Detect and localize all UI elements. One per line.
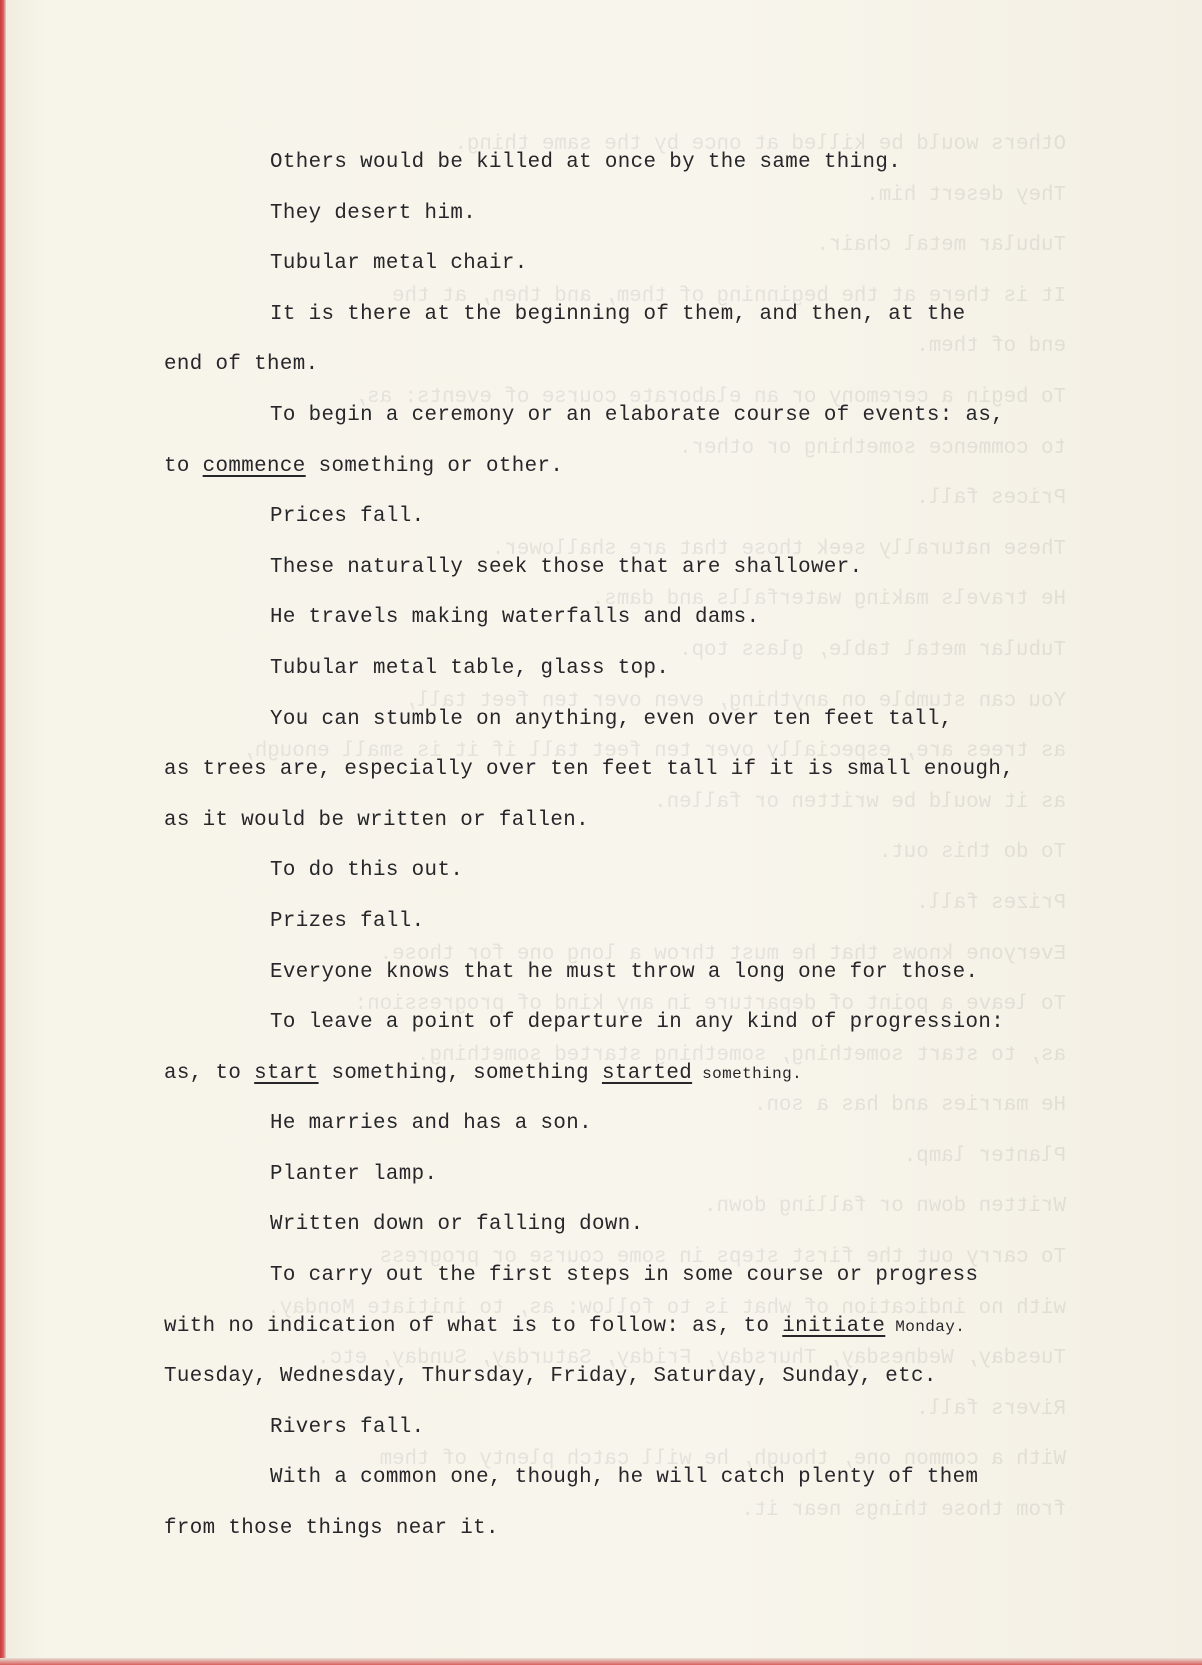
text-fragment: Written down or falling down. xyxy=(270,1213,644,1237)
text-fragment: Planter lamp. xyxy=(270,1162,438,1186)
text-fragment: with no indication of what is to follow: as, to xyxy=(164,1314,783,1338)
underlined-word: start xyxy=(254,1061,319,1085)
typed-text-block xyxy=(164,138,1154,1555)
text-fragment: Tuesday, Wednesday, Thursday, Friday, Saturday, Sunday, etc. xyxy=(164,1365,937,1389)
text-fragment: Tubular metal table, glass top. xyxy=(270,656,670,680)
underlined-word: started xyxy=(601,1061,693,1085)
text-line xyxy=(164,1403,1154,1454)
text-fragment: These naturally seek those that are shallower. xyxy=(270,555,863,579)
underlined-word: initiate xyxy=(782,1314,886,1338)
book-spine-edge xyxy=(0,0,6,1665)
text-fragment: Prizes fall. xyxy=(270,909,425,933)
text-line xyxy=(164,593,1154,644)
text-fragment: Prices fall. xyxy=(270,505,425,529)
page-bottom-edge xyxy=(0,1658,1202,1665)
text-fragment: Others would be killed at once by the same thing. xyxy=(270,151,902,174)
text-fragment: end of them. xyxy=(164,353,319,377)
text-fragment: To carry out the first steps in some course or progress xyxy=(270,1264,979,1288)
text-fragment: as it would be written or fallen. xyxy=(164,808,590,832)
text-line xyxy=(164,543,1154,594)
text-fragment: something or other. xyxy=(305,454,564,478)
text-line xyxy=(164,897,1154,948)
text-line xyxy=(164,189,1154,240)
text-fragment: something. xyxy=(692,1064,803,1083)
text-fragment: To begin a ceremony or an elaborate course of events: as, xyxy=(270,403,1005,427)
text-line xyxy=(164,695,1154,746)
text-line xyxy=(164,1504,1154,1555)
text-line xyxy=(164,998,1154,1049)
text-fragment: It is there at the beginning of them, and then, at the xyxy=(270,302,966,326)
underlined-word: commence xyxy=(202,454,306,478)
text-fragment: You can stumble on anything, even over ten feet tall, xyxy=(270,707,953,731)
text-line xyxy=(164,1049,1154,1100)
text-line xyxy=(164,1251,1154,1302)
text-line xyxy=(164,1302,1154,1353)
text-line xyxy=(164,1352,1154,1403)
text-line xyxy=(164,492,1154,543)
text-fragment: He travels making waterfalls and dams. xyxy=(270,606,760,630)
text-line xyxy=(164,948,1154,999)
text-fragment: With a common one, though, he will catch plenty of them xyxy=(270,1466,979,1490)
text-line xyxy=(164,239,1154,290)
reverse-side-show-through: Others would be killed at once by the same thing. They desert him. Tubular metal chair. It is there at the beginning of them, and then, at the end of them. To begin a ceremony or an elaborate course of events: as, to commence something or other. Prices fall. These naturally seek those that are shallower. He travels making waterfalls and dams. Tubular metal table, glass top. You can stumble on anything, even over ten feet tall, as trees are, especially over ten feet tall if it is small enough, as it would be written or fallen. To do this out. Prizes fall. Everyone knows that he must throw a long one for those. To leave a point of departure in any kind of progression: as, to start something, something started something. He marries and has a son. Planter lamp. Written down or falling down. To carry out the first steps in some course or progress with no indication of what is to follow: as, to initiate Monday. Tuesday, Wednesday, Thursday, Friday, Saturday, Sunday, etc. Rivers fall. With a common one, though, he will catch plenty of them from those things near it. xyxy=(242,133,1066,1523)
text-line xyxy=(164,1150,1154,1201)
text-line xyxy=(164,1099,1154,1150)
text-line xyxy=(164,745,1154,796)
text-fragment: Rivers fall. xyxy=(270,1415,425,1439)
text-line xyxy=(164,391,1154,442)
text-fragment: He marries and has a son. xyxy=(270,1112,593,1136)
text-line xyxy=(164,846,1154,897)
text-fragment: Monday. xyxy=(885,1317,966,1336)
text-line xyxy=(164,442,1154,493)
text-fragment: as, to xyxy=(164,1061,255,1085)
text-fragment: to xyxy=(164,454,203,478)
text-line xyxy=(164,290,1154,341)
text-line xyxy=(164,1200,1154,1251)
text-fragment: Everyone knows that he must throw a long one for those. xyxy=(270,960,979,984)
text-line xyxy=(164,796,1154,847)
text-fragment: They desert him. xyxy=(270,201,477,225)
text-line xyxy=(164,340,1154,391)
text-fragment: To do this out. xyxy=(270,859,464,883)
text-fragment: as trees are, especially over ten feet tall if it is small enough, xyxy=(164,758,1015,782)
text-fragment: something, something xyxy=(318,1061,602,1085)
text-line xyxy=(164,1453,1154,1504)
text-fragment: To leave a point of departure in any kind of progression: xyxy=(270,1011,1005,1035)
text-line xyxy=(164,644,1154,695)
text-fragment: Tubular metal chair. xyxy=(270,252,528,276)
text-fragment: from those things near it. xyxy=(164,1517,499,1541)
text-line xyxy=(164,138,1154,189)
